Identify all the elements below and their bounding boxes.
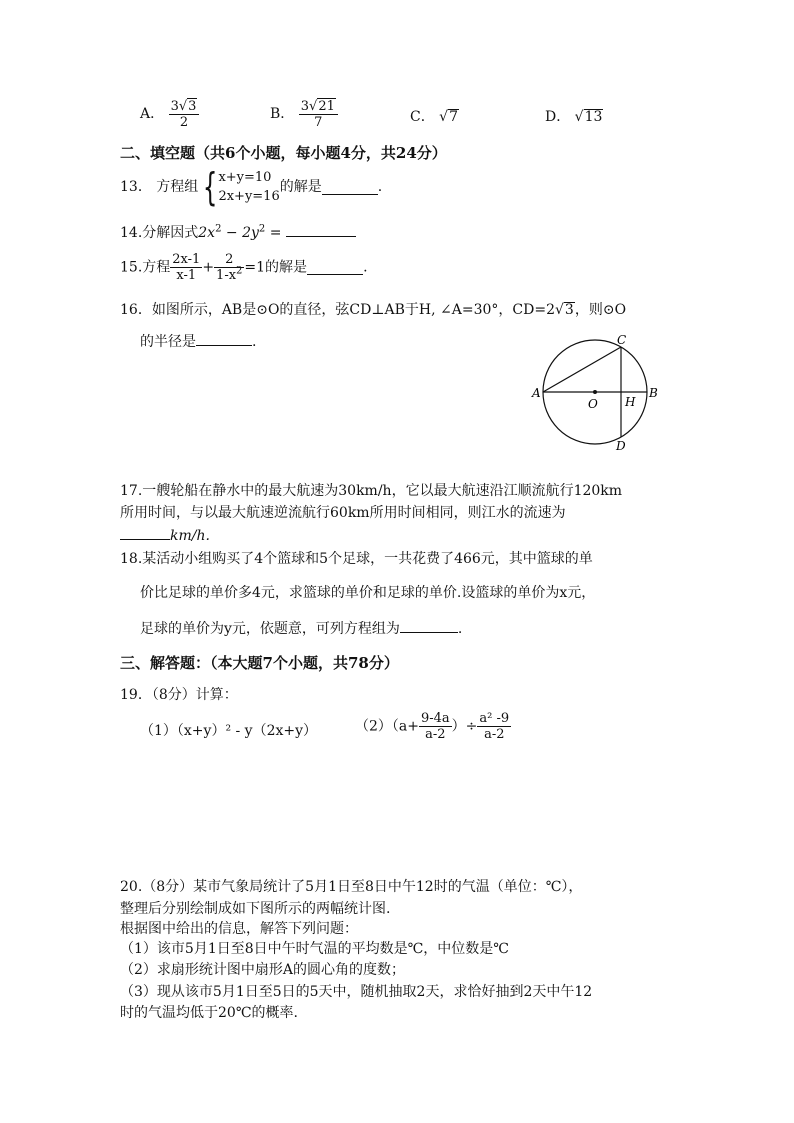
answer-blank: [286, 222, 356, 237]
label-b: B: [649, 386, 658, 400]
question-16-line-1: 16．如图所示，AB是⊙O的直径，弦CD⊥AB于H, ∠A=30°，CD=2√3，则⊙O: [120, 302, 627, 318]
option-a: A． $\frac{3√3}{2}$: [140, 98, 199, 130]
center-point: [593, 390, 597, 394]
label-o: O: [588, 397, 598, 411]
question-17-line-2: 所用时间，与以最大航速逆流航行60km所用时间相同，则江水的流速为: [120, 505, 566, 521]
label-c: C: [617, 333, 627, 347]
question-19-part-1: （1）（x+y）² - y（2x+y）: [140, 723, 318, 739]
option-c: C． √7: [410, 109, 459, 125]
question-20-line-6: （3）现从该市5月1日至5日的5天中，随机抽取2天，求恰好抽到2天中午12: [120, 984, 593, 1000]
answer-blank: [400, 618, 458, 633]
question-17-line-1: 17.一艘轮船在静水中的最大航速为30km/h，它以最大航速沿江顺流航行120km: [120, 483, 623, 499]
fraction-4: $\frac{\text{a² -9}}{a-2}$: [479, 711, 510, 742]
label-h: H: [625, 395, 636, 409]
question-20-line-4: （1）该市5月1日至8日中午时气温的平均数是℃，中位数是℃: [120, 941, 509, 957]
question-20-line-3: 根据图中给出的信息，解答下列问题：: [120, 921, 358, 937]
question-19-title: 19．（8分）计算：: [120, 687, 238, 703]
option-d: D． √13: [545, 109, 603, 125]
circle-diagram: [528, 330, 668, 454]
question-18-line-1: 18.某活动小组购买了4个篮球和5个足球，一共花费了466元，其中篮球的单: [120, 551, 593, 567]
question-17-line-3: km/h.: [120, 525, 210, 546]
question-14: 14.分解因式$2x^2 - 2y^2$ =: [120, 222, 356, 243]
fraction-3: $\frac{9-4a}{a-2}$: [420, 711, 450, 742]
section-2-heading: 二、填空题（共6个小题，每小题4分，共24分）: [120, 144, 447, 162]
question-18-line-3: 足球的单价为y元，依题意，可列方程组为 .: [140, 618, 462, 639]
answer-blank: [307, 260, 363, 275]
answer-blank: [322, 180, 378, 195]
question-20-line-2: 整理后分别绘制成如下图所示的两幅统计图.: [120, 901, 391, 917]
option-b: B． $\frac{3√21}{7}$: [270, 98, 338, 130]
answer-blank: [196, 331, 252, 346]
segment-ac: [543, 347, 621, 392]
question-16-line-2: 的半径是 .: [140, 331, 256, 352]
fraction-2: $\frac{2}{1-x^2}$: [216, 252, 243, 283]
question-13: 13． 方程组 { x+y=10 2x+y=16 的解是 .: [120, 165, 383, 209]
question-15: 15.方程 $\frac{2x-1}{x-1}$ + $\frac{2}{1-x^2}$ =1的解是 .: [120, 252, 368, 283]
equation-system: x+y=10 2x+y=16: [218, 170, 280, 204]
brace-symbol: {: [203, 165, 218, 209]
question-20-line-1: 20.（8分）某市气象局统计了5月1日至8日中午12时的气温（单位：℃），: [120, 879, 583, 895]
fraction-1: $\frac{2x-1}{x-1}$: [172, 252, 201, 283]
question-18-line-2: 价比足球的单价多4元，求篮球的单价和足球的单价.设篮球的单价为x元，: [140, 585, 596, 601]
option-b-fraction: $\frac{3√21}{7}$: [299, 98, 338, 130]
question-20-line-7: 时的气温均低于20℃的概率.: [120, 1005, 298, 1021]
question-20-line-5: （2）求扇形统计图中扇形A的圆心角的度数；: [120, 962, 406, 978]
label-a: A: [532, 386, 541, 400]
question-19-part-2: （2）（a+ $\frac{9-4a}{a-2}$ ）÷ $\frac{\text{a² -9}}{a-2}$: [355, 711, 510, 742]
section-3-heading: 三、解答题：（本大题7个小题，共78分）: [120, 654, 399, 672]
option-a-fraction: $\frac{3√3}{2}$: [169, 98, 200, 130]
label-d: D: [616, 439, 626, 453]
answer-blank: [120, 525, 170, 540]
